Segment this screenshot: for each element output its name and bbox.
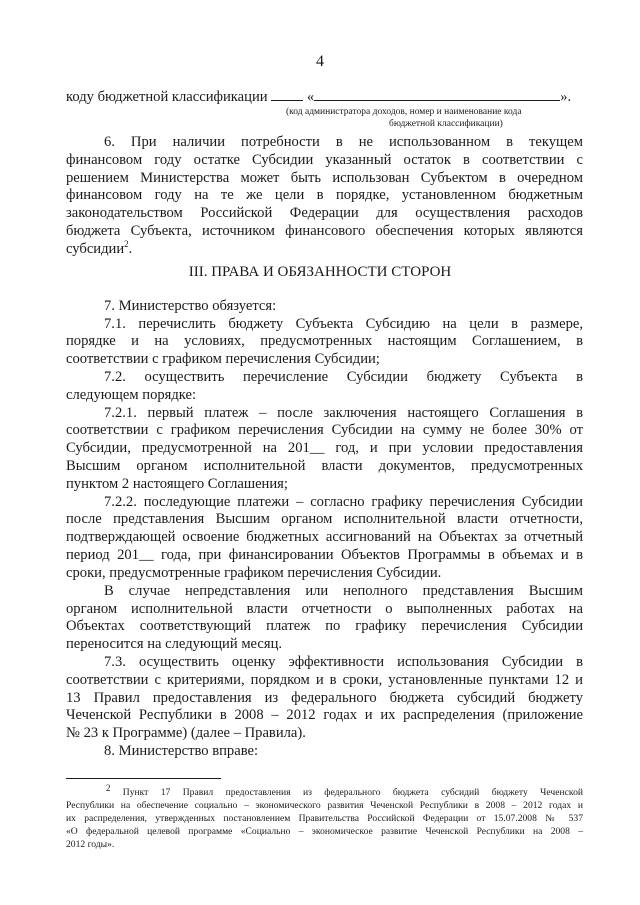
paragraph-line: финансовом году на те же цели в порядке, установленном бюджетным: [66, 187, 583, 204]
paragraph-line: 8. Министерство вправе:: [104, 743, 259, 759]
paragraph-line: соответствии с графиком перечисления Субсидии на сумму не более 30% от: [66, 422, 583, 439]
paragraph-line: органом исполнительной власти отчетности о выполненных работах на: [66, 600, 583, 617]
paragraph-line: законодательством Российской Федерации для осуществления расходов: [66, 205, 583, 222]
page-number: 4: [316, 53, 324, 70]
paragraph-line: Объектах соответствующий платеж по графику перечисления Субсидии: [66, 618, 583, 635]
section-title: III. ПРАВА И ОБЯЗАННОСТИ СТОРОН: [188, 263, 452, 280]
paragraph-line: Высшим органом исполнительной власти документов, предусмотренных: [66, 458, 583, 474]
close-quote: ».: [560, 89, 572, 105]
footnote-line: их распределения, утвержденных постановлением Правительства Российской Федерации от 15.07.2008 № 537: [66, 813, 583, 824]
paragraph-line: переносится на следующий месяц.: [66, 636, 283, 653]
footnote-line: [66, 782, 584, 799]
paragraph-line: пунктом 2 настоящего Соглашения;: [66, 475, 288, 492]
paragraph-line: соответствии с графиком перечисления Субсидии;: [66, 351, 380, 368]
paragraph-line: после представления Высшим органом исполнительной власти отчетности,: [66, 511, 583, 528]
footnote-line: «О федеральной целевой программе «Социально – экономическое развитие Чеченской Республики на 2008 –: [66, 826, 583, 837]
budget-code-line: [66, 87, 583, 106]
field-caption: бюджетной классификации): [389, 119, 503, 129]
paragraph-line: сроки, предусмотренные графиком перечисления Субсидии.: [66, 564, 442, 581]
paragraph-line: 7. Министерство обязуется:: [104, 297, 277, 314]
paragraph-line: № 23 к Программе) (далее – Правила).: [66, 725, 306, 742]
footnote-text: Пункт 17 Правил предоставления из федерального бюджета субсидий бюджету Чеченской: [122, 787, 584, 798]
paragraph-line: подтверждающей освоение бюджетных ассигнований на Объектах за отчетный: [66, 529, 583, 546]
paragraph-line: В случае непредставления или неполного представления Высшим: [104, 582, 583, 599]
paragraph-line: 6. При наличии потребности в не использованном в текущем: [104, 134, 583, 150]
paragraph-line: 7.3. осуществить оценку эффективности использования Субсидии в: [104, 653, 583, 670]
blank-field: [271, 87, 303, 101]
paragraph-line: финансовом году остатке Субсидии указанный остаток в соответствии с: [66, 151, 583, 168]
paragraph-line: 13 Правил предоставления из федерального бюджета субсидий бюджету: [66, 689, 583, 706]
footnote-divider: [66, 778, 221, 779]
paragraph-line: 7.1. перечислить бюджету Субъекта Субсидию на цели в размере,: [104, 315, 583, 332]
footnote-reference: 2: [124, 239, 129, 250]
blank-field: [314, 87, 560, 101]
paragraph-line: [66, 240, 583, 258]
paragraph-line: Субсидии, предусмотренной на 201__ год, и при условии предоставления: [66, 440, 583, 457]
footnote-line: 2012 годы».: [66, 839, 115, 850]
paragraph-line: 7.2.2. последующие платежи – согласно графику перечисления Субсидии: [104, 493, 583, 510]
paragraph-line: бюджета Субъекта, источником финансового обеспечения которых являются: [66, 223, 583, 240]
paragraph-line: 7.2.1. первый платеж – после заключения настоящего Соглашения в: [104, 404, 583, 421]
open-quote: «: [306, 89, 315, 105]
field-caption: (код администратора доходов, номер и наименование кода: [286, 107, 522, 117]
paragraph-line: 7.2. осуществить перечисление Субсидии бюджету Субъекта в: [104, 368, 583, 385]
paragraph-line: решением Министерства может быть использован Субъектом в очередном: [66, 169, 583, 186]
paragraph-line: следующем порядке:: [66, 386, 197, 403]
period: .: [128, 240, 133, 257]
paragraph-line: Чеченской Республики в 2008 – 2012 годах и их распределения (приложение: [66, 707, 583, 724]
footnote-line: Республики на обеспечение социально – экономического развития Чеченской Республики в 2008 – 2012 годах и: [66, 800, 583, 811]
paragraph-text: субсидии: [66, 240, 125, 257]
footnote-mark: 2: [106, 782, 123, 793]
paragraph-line: соответствии с критериями, порядком и в сроки, установленные пунктами 12 и: [66, 671, 583, 688]
paragraph-line: период 201__ года, при финансировании Объектов Программы в объемах и в: [66, 547, 583, 564]
paragraph-line: порядке и на условиях, предусмотренных настоящим Соглашением, в: [66, 333, 583, 350]
budget-code-label: коду бюджетной классификации: [66, 89, 268, 105]
